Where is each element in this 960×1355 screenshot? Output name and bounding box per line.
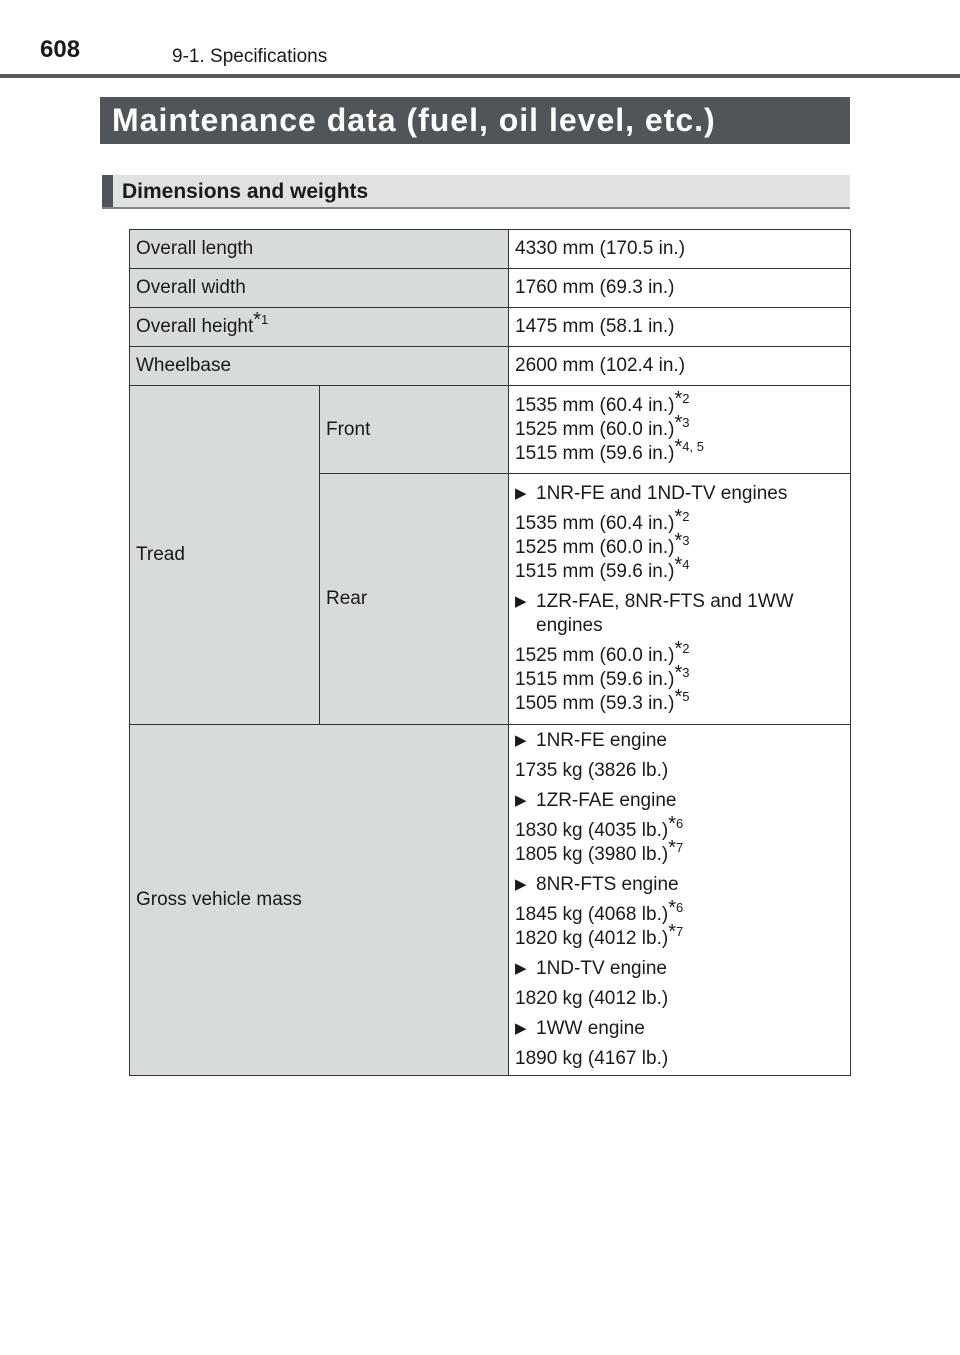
engine-heading — [515, 729, 844, 753]
row-value-wheelbase: 2600 mm (102.4 in.) — [509, 347, 851, 386]
value-text: 1505 mm (59.3 in.) — [515, 693, 675, 714]
value-groups — [515, 482, 844, 716]
footnote-number: 4, 5 — [682, 438, 704, 454]
value-text: 1735 kg (3826 lb.) — [515, 760, 669, 781]
footnote-number: 2 — [682, 509, 690, 524]
footnote-number: 3 — [682, 533, 690, 548]
value-text: 1515 mm (59.6 in.) — [515, 442, 675, 464]
row-value-overall-length: 4330 mm (170.5 in.) — [509, 230, 851, 269]
footnote-number: 7 — [675, 840, 684, 855]
engine-heading — [515, 789, 844, 813]
value-text: 1525 mm (60.0 in.) — [515, 537, 675, 558]
value-line — [515, 759, 844, 783]
value-text: 1515 mm (59.6 in.) — [515, 561, 675, 582]
value-text: 1515 mm (59.6 in.) — [515, 669, 675, 690]
row-label-overall-length: Overall length — [130, 230, 509, 269]
table-row — [130, 347, 851, 386]
footnote-ref — [674, 506, 690, 528]
engine-heading-text: 1ZR-FAE, 8NR-FTS and 1WW engines — [536, 591, 794, 636]
header-divider — [0, 74, 960, 78]
footnote-ref — [674, 411, 690, 434]
engine-heading — [515, 1017, 844, 1041]
row-label-overall-width: Overall width — [130, 269, 509, 308]
value-line — [515, 921, 844, 951]
value-line — [515, 837, 844, 867]
section-breadcrumb: 9-1. Specifications — [172, 46, 328, 67]
engine-group — [515, 789, 844, 867]
row-value-overall-height: 1475 mm (58.1 in.) — [509, 308, 851, 347]
footnote-ref — [674, 530, 690, 552]
value-line — [515, 686, 844, 716]
table-row — [130, 308, 851, 347]
engine-heading-text: 1NR-FE engine — [536, 730, 667, 751]
engine-heading-text: 1WW engine — [536, 1018, 645, 1039]
subsection-heading — [102, 175, 850, 209]
footnote-ref — [674, 387, 690, 410]
engine-heading-text: 1NR-FE and 1ND-TV engines — [536, 483, 788, 504]
footnote-asterisk: * — [674, 506, 683, 528]
footnote-ref — [674, 662, 690, 684]
right-triangle-icon: ▶ — [515, 876, 527, 893]
engine-group — [515, 482, 844, 584]
value-text: 1820 kg (4012 lb.) — [515, 988, 669, 1009]
value-lines — [515, 387, 844, 466]
footnote-number: 3 — [682, 414, 690, 430]
footnote-ref — [253, 309, 269, 331]
footnote-asterisk: * — [674, 686, 683, 708]
overall-height-label: Overall height — [136, 316, 254, 337]
footnote-number: 7 — [675, 924, 684, 939]
footnote-ref — [668, 897, 684, 919]
footnote-number: 2 — [682, 641, 690, 656]
footnote-asterisk: * — [674, 435, 683, 458]
footnote-ref — [674, 554, 690, 576]
footnote-number: 6 — [675, 816, 684, 831]
table-row — [130, 725, 851, 1076]
row-label-tread-front: Front — [320, 386, 509, 474]
right-triangle-icon: ▶ — [515, 960, 527, 977]
page-header — [0, 0, 960, 80]
value-text: 1535 mm (60.4 in.) — [515, 513, 675, 534]
subsection-marker — [102, 175, 113, 207]
footnote-asterisk: * — [674, 387, 683, 410]
engine-heading — [515, 957, 844, 981]
page-title: Maintenance data (fuel, oil level, etc.) — [100, 97, 850, 144]
row-label-tread: Tread — [130, 386, 320, 725]
subsection-title: Dimensions and weights — [122, 180, 369, 203]
footnote-number: 5 — [682, 689, 690, 704]
engine-heading — [515, 590, 844, 638]
value-line — [515, 435, 844, 466]
footnote-asterisk: * — [674, 530, 683, 552]
value-line — [515, 987, 844, 1011]
engine-group — [515, 590, 844, 716]
footnote-asterisk: * — [668, 897, 676, 919]
footnote-asterisk: * — [668, 813, 676, 835]
row-label-gross-vehicle-mass: Gross vehicle mass — [130, 725, 509, 1076]
footnote-number: 2 — [682, 390, 690, 406]
row-value-tread-rear — [509, 474, 851, 725]
value-text: 1890 kg (4167 lb.) — [515, 1048, 669, 1069]
value-text: 1830 kg (4035 lb.) — [515, 820, 669, 841]
footnote-ref — [674, 638, 690, 660]
engine-heading — [515, 873, 844, 897]
footnote-ref — [668, 921, 684, 943]
engine-heading-text: 1ND-TV engine — [536, 958, 667, 979]
right-triangle-icon: ▶ — [515, 732, 527, 749]
right-triangle-icon: ▶ — [515, 593, 527, 610]
table-row — [130, 386, 851, 474]
row-value-overall-width: 1760 mm (69.3 in.) — [509, 269, 851, 308]
footnote-number: 6 — [675, 900, 684, 915]
row-label-overall-height — [130, 308, 509, 347]
footnote-asterisk: * — [668, 921, 676, 943]
value-text: 1525 mm (60.0 in.) — [515, 418, 675, 440]
footnote-ref — [674, 435, 704, 458]
footnote-ref — [674, 686, 690, 708]
footnote-asterisk: * — [674, 554, 683, 576]
row-label-tread-rear: Rear — [320, 474, 509, 725]
footnote-asterisk: * — [668, 837, 676, 859]
footnote-number: 4 — [682, 557, 690, 572]
footnote-asterisk: * — [674, 638, 683, 660]
value-text: 1525 mm (60.0 in.) — [515, 645, 675, 666]
engine-heading-text: 8NR-FTS engine — [536, 874, 679, 895]
engine-group — [515, 957, 844, 1011]
value-line — [515, 554, 844, 584]
footnote-asterisk: * — [674, 411, 683, 434]
row-value-tread-front — [509, 386, 851, 474]
engine-group — [515, 1017, 844, 1071]
footnote-ref — [668, 837, 684, 859]
engine-group — [515, 873, 844, 951]
right-triangle-icon: ▶ — [515, 485, 527, 502]
dimensions-table — [129, 229, 851, 1076]
value-text: 1820 kg (4012 lb.) — [515, 928, 669, 949]
engine-heading — [515, 482, 844, 506]
engine-group — [515, 729, 844, 783]
table-row — [130, 269, 851, 308]
row-label-wheelbase: Wheelbase — [130, 347, 509, 386]
value-text: 1845 kg (4068 lb.) — [515, 904, 669, 925]
value-line — [515, 1047, 844, 1071]
table-row — [130, 230, 851, 269]
row-value-gross-vehicle-mass — [509, 725, 851, 1076]
right-triangle-icon: ▶ — [515, 792, 527, 809]
footnote-number: 1 — [261, 312, 269, 327]
footnote-asterisk: * — [253, 309, 262, 331]
value-groups — [515, 729, 844, 1071]
engine-heading-text: 1ZR-FAE engine — [536, 790, 677, 811]
footnote-ref — [668, 813, 684, 835]
right-triangle-icon: ▶ — [515, 1020, 527, 1037]
footnote-asterisk: * — [674, 662, 683, 684]
footnote-number: 3 — [682, 665, 690, 680]
value-text: 1535 mm (60.4 in.) — [515, 394, 675, 416]
page-number: 608 — [40, 36, 81, 63]
value-text: 1805 kg (3980 lb.) — [515, 844, 669, 865]
